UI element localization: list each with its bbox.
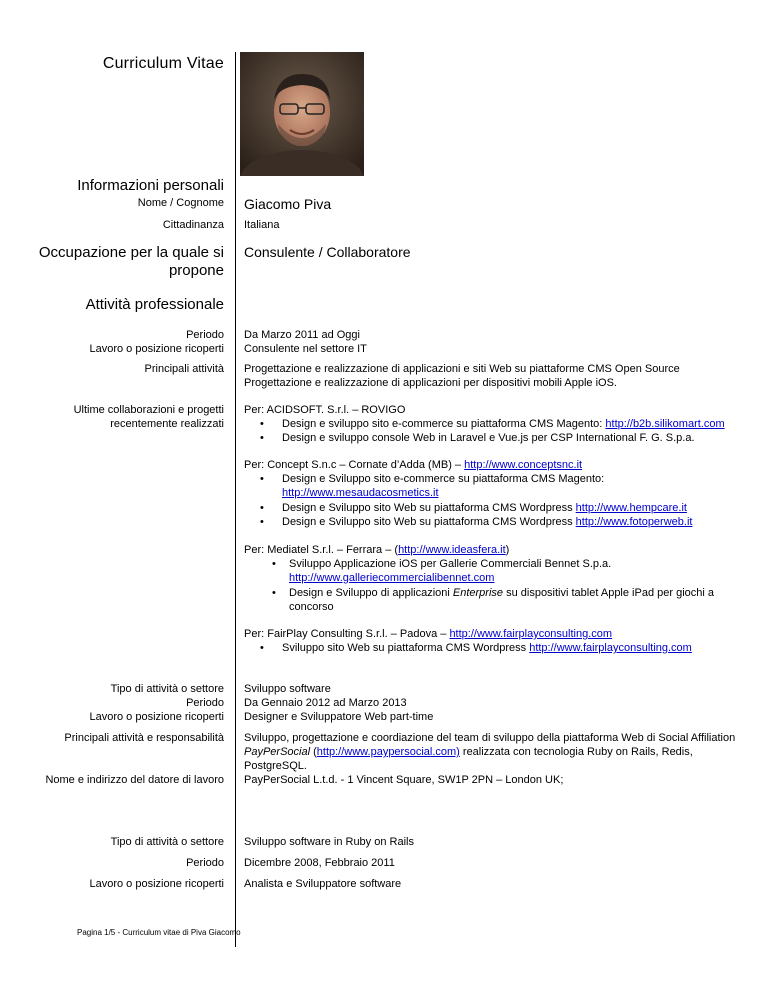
job1-activities-label: Principali attività [144, 363, 224, 375]
job2-resp-line2 [244, 747, 693, 758]
client2-title [244, 460, 582, 471]
client3-item1-text: Sviluppo Applicazione iOS per Gallerie Commerciali Bennet S.p.a. [289, 558, 612, 570]
client2-item1-text: Design e Sviluppo sito e-commerce su piattaforma CMS Magento: [282, 473, 605, 485]
job2-resp-label: Principali attività e responsabilità [64, 732, 224, 744]
job1-activities-line2: Progettazione e realizzazione di applicazioni per dispositivi mobili Apple iOS. [244, 377, 617, 389]
page-footer: Pagina 1/5 - Curriculum vitae di Piva Giacomo [77, 928, 241, 937]
job2-resp-line3: PostgreSQL. [244, 760, 307, 772]
client2-item1-link[interactable]: http://www.mesaudacosmetics.it [282, 487, 439, 499]
client3-item2-text-a: Design e Sviluppo di applicazioni [289, 587, 453, 599]
profile-photo [240, 52, 364, 176]
client1-item1-link[interactable]: http://b2b.silikomart.com [605, 418, 725, 430]
job1-period-value: Da Marzo 2011 ad Oggi [244, 329, 360, 341]
client1-item1 [282, 419, 725, 430]
personal-info-heading: Informazioni personali [77, 177, 224, 194]
client2-item3 [282, 517, 692, 528]
job2-resp-line2-a: ( [310, 746, 317, 758]
job2-sector-value: Sviluppo software [244, 683, 331, 695]
bullet: • [260, 473, 264, 485]
job2-resp-line2-em: PayPerSocial [244, 746, 311, 758]
client2-item2-text: Design e Sviluppo sito Web su piattaforma CMS Wordpress [282, 502, 576, 514]
client1-item1-text: Design e sviluppo sito e-commerce su piattaforma CMS Magento: [282, 418, 606, 430]
client3-item1-link[interactable]: http://www.galleriecommercialibennet.com [289, 572, 495, 584]
client2-item3-link[interactable]: http://www.fotoperweb.it [575, 516, 693, 528]
client3-item2-text-em: Enterprise [452, 587, 504, 599]
client3-title-end: ) [505, 544, 510, 556]
citizenship-label: Cittadinanza [162, 219, 224, 231]
client3-item2 [289, 588, 714, 599]
job1-projects-label-line1: Ultime collaborazioni e progetti [73, 404, 224, 416]
job2-sector-label: Tipo di attività o settore [110, 683, 224, 695]
job3-role-label: Lavoro o posizione ricoperti [89, 878, 224, 890]
job2-resp-line1: Sviluppo, progettazione e coordiazione del team di sviluppo della piattaforma Web di Social Affiliation [244, 732, 736, 744]
job2-resp-line2-b: realizzata con tecnologia Ruby on Rails, Redis, [459, 746, 693, 758]
job2-period-value: Da Gennaio 2012 ad Marzo 2013 [244, 697, 407, 709]
bullet: • [260, 642, 264, 654]
client4-title-text: Per: FairPlay Consulting S.r.l. – Padova – [244, 628, 450, 640]
occupation-value: Consulente / Collaboratore [244, 244, 411, 260]
job2-role-value: Designer e Sviluppatore Web part-time [244, 711, 434, 723]
bullet: • [260, 516, 264, 528]
bullet: • [260, 432, 264, 444]
bullet: • [272, 587, 276, 599]
bullet: • [260, 502, 264, 514]
job3-period-value: Dicembre 2008, Febbraio 2011 [244, 857, 395, 869]
document-title: Curriculum Vitae [102, 55, 224, 72]
job1-role-value: Consulente nel settore IT [244, 343, 367, 355]
client2-title-text: Per: Concept S.n.c – Cornate d’Adda (MB) – [244, 459, 465, 471]
client3-item2-text-b: su dispositivi tablet Apple iPad per giochi a [503, 587, 714, 599]
experience-heading: Attività professionale [85, 296, 224, 313]
client3-title-link[interactable]: http://www.ideasfera.it [398, 544, 506, 556]
column-divider [235, 52, 236, 947]
client2-item3-text: Design e Sviluppo sito Web su piattaforma CMS Wordpress [282, 516, 576, 528]
bullet: • [272, 558, 276, 570]
client4-item1-link[interactable]: http://www.fairplayconsulting.com [529, 642, 692, 654]
client2-item2-link[interactable]: http://www.hempcare.it [575, 502, 687, 514]
client4-item1-text: Sviluppo sito Web su piattaforma CMS Wordpress [282, 642, 530, 654]
job2-employer-label: Nome e indirizzo del datore di lavoro [45, 774, 224, 786]
client4-item1 [282, 643, 692, 654]
job2-employer-value: PayPerSocial L.t.d. - 1 Vincent Square, SW1P 2PN – London UK; [244, 774, 564, 786]
name-value: Giacomo Piva [244, 196, 332, 212]
job1-period-label: Periodo [186, 329, 224, 341]
client1-title: Per: ACIDSOFT. S.r.l. – ROVIGO [244, 404, 406, 416]
client3-item2-text-c: concorso [289, 601, 334, 613]
client1-item2: Design e sviluppo console Web in Laravel e Vue.js per CSP International F. G. S.p.a. [282, 432, 695, 444]
name-label: Nome / Cognome [137, 197, 224, 209]
job3-period-label: Periodo [186, 857, 224, 869]
occupation-label-line1: Occupazione per la quale si [38, 244, 224, 261]
client2-title-link[interactable]: http://www.conceptsnc.it [464, 459, 583, 471]
occupation-label-line2: propone [168, 262, 224, 279]
job2-resp-line2-link[interactable]: http://www.paypersocial.com) [316, 746, 460, 758]
job2-period-label: Periodo [186, 697, 224, 709]
job1-activities-line1: Progettazione e realizzazione di applicazioni e siti Web su piattaforme CMS Open Source [244, 363, 680, 375]
bullet: • [260, 418, 264, 430]
client4-title [244, 629, 612, 640]
profile-photo-image [240, 52, 364, 176]
client2-item2 [282, 503, 687, 514]
job1-role-label: Lavoro o posizione ricoperti [89, 343, 224, 355]
client4-title-link[interactable]: http://www.fairplayconsulting.com [449, 628, 613, 640]
job3-sector-label: Tipo di attività o settore [110, 836, 224, 848]
client3-title [244, 545, 509, 556]
client3-title-text: Per: Mediatel S.r.l. – Ferrara – ( [244, 544, 399, 556]
job3-sector-value: Sviluppo software in Ruby on Rails [244, 836, 414, 848]
job3-role-value: Analista e Sviluppatore software [244, 878, 402, 890]
job2-role-label: Lavoro o posizione ricoperti [89, 711, 224, 723]
job1-projects-label-line2: recentemente realizzati [110, 418, 224, 430]
citizenship-value: Italiana [244, 219, 280, 231]
